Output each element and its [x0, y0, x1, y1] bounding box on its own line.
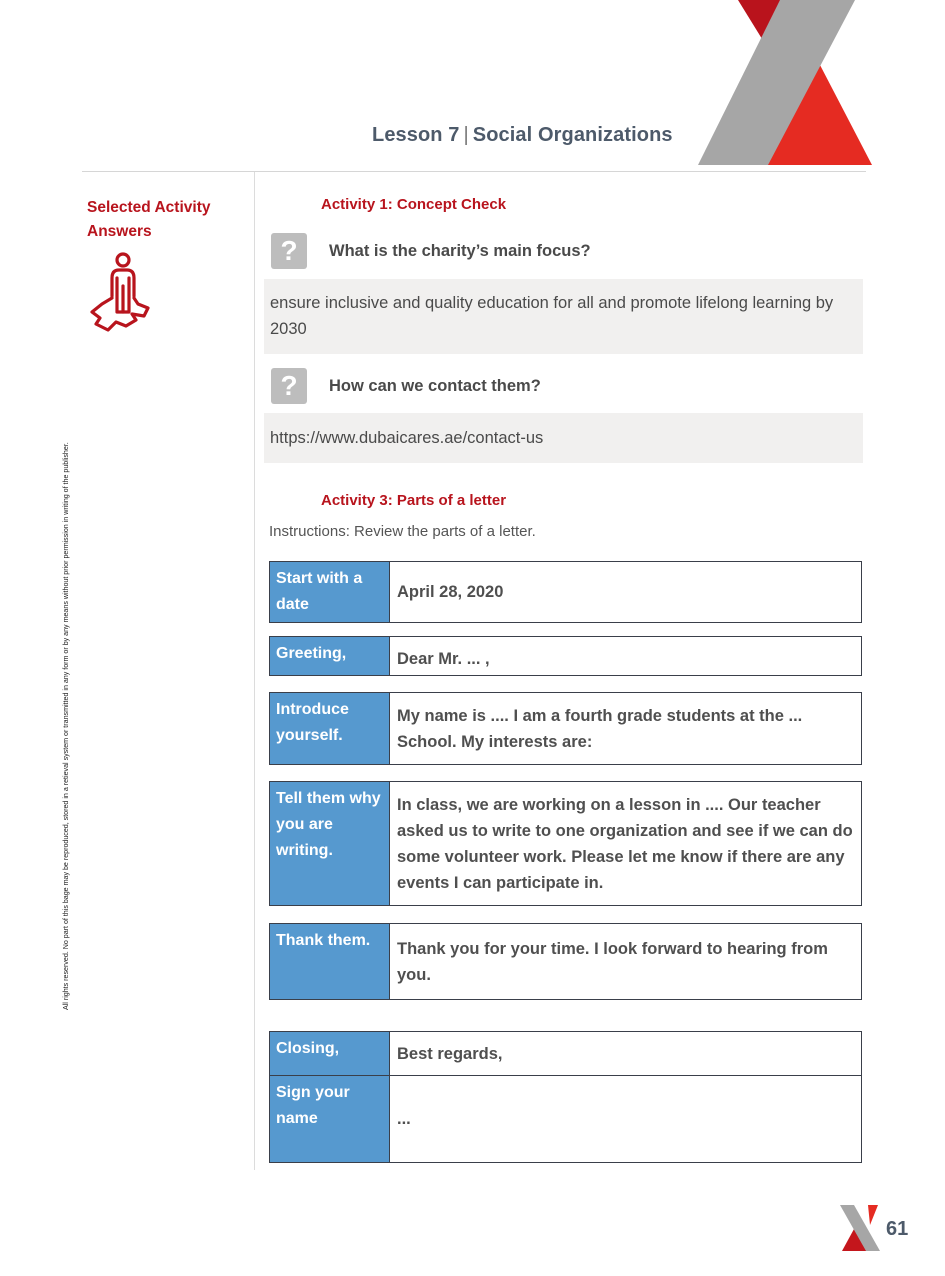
question-row — [271, 368, 541, 404]
part-label: Thank them. — [270, 924, 390, 1000]
letter-part-row — [270, 782, 862, 906]
letter-part-row — [270, 1076, 862, 1163]
letter-part-row — [270, 693, 862, 765]
letter-part-table — [269, 692, 862, 765]
part-label: Introduce yourself. — [270, 693, 390, 765]
sidebar-title: Selected Activity Answers — [87, 199, 211, 240]
part-value: In class, we are working on a lesson in .... Our teacher asked us to write to one organization and see if we can do some volunteer work. Please let me know if there are any events I can participate in. — [397, 795, 853, 892]
lesson-name: Social Organizations — [472, 124, 673, 146]
part-value: My name is .... I am a fourth grade students at the ... School. My interests are: — [397, 706, 803, 751]
letter-part-table — [269, 923, 862, 1000]
part-label: Closing, — [270, 1032, 390, 1076]
question-mark-icon: ? — [271, 368, 307, 404]
part-value: Dear Mr. ... , — [397, 650, 490, 668]
part-value: ... — [390, 1076, 862, 1163]
publisher-logo-icon — [690, 0, 880, 168]
page-logo-icon — [838, 1205, 880, 1251]
question-text: What is the charity’s main focus? — [329, 241, 591, 260]
letter-part-row — [270, 924, 862, 1000]
lesson-number: Lesson 7 — [372, 124, 460, 146]
answer-box: ensure inclusive and quality education for all and promote lifelong learning by 2030 — [264, 279, 863, 354]
letter-part-table — [269, 781, 862, 906]
part-label: Tell them why you are writing. — [270, 782, 390, 906]
person-on-puzzle-icon — [86, 250, 152, 334]
letter-part-row — [270, 1032, 862, 1076]
copyright-notice: All rights reserved. No part of this bage may be reproduced, stored in a retieval system or transmitted in any form or by any means without prior permission in writing of the publisher. — [62, 442, 70, 1010]
lesson-title — [372, 124, 673, 147]
part-label: Sign your name — [270, 1076, 390, 1163]
letter-closing-table — [269, 1031, 862, 1163]
letter-part-row — [270, 562, 862, 623]
title-separator: | — [463, 124, 469, 146]
part-label: Greeting, — [270, 637, 390, 676]
instructions-text: Instructions: Review the parts of a letter. — [269, 523, 536, 540]
activity-1-heading: Activity 1: Concept Check — [321, 196, 507, 213]
question-text: How can we contact them? — [329, 376, 541, 395]
part-value: Thank you for your time. I look forward to hearing from you. — [397, 939, 828, 984]
letter-part-table — [269, 636, 862, 676]
column-divider — [254, 172, 255, 1170]
activity-3-heading: Activity 3: Parts of a letter — [321, 492, 507, 509]
answer-box: https://www.dubaicares.ae/contact-us — [264, 413, 863, 463]
letter-part-row — [270, 637, 862, 676]
question-mark-icon: ? — [271, 233, 307, 269]
letter-part-table — [269, 561, 862, 623]
question-row — [271, 233, 591, 269]
part-value: Best regards, — [397, 1044, 503, 1063]
part-value: April 28, 2020 — [397, 583, 504, 601]
header-divider — [82, 171, 866, 172]
part-label: Start with a date — [270, 562, 390, 623]
page-number: 61 — [886, 1218, 909, 1240]
